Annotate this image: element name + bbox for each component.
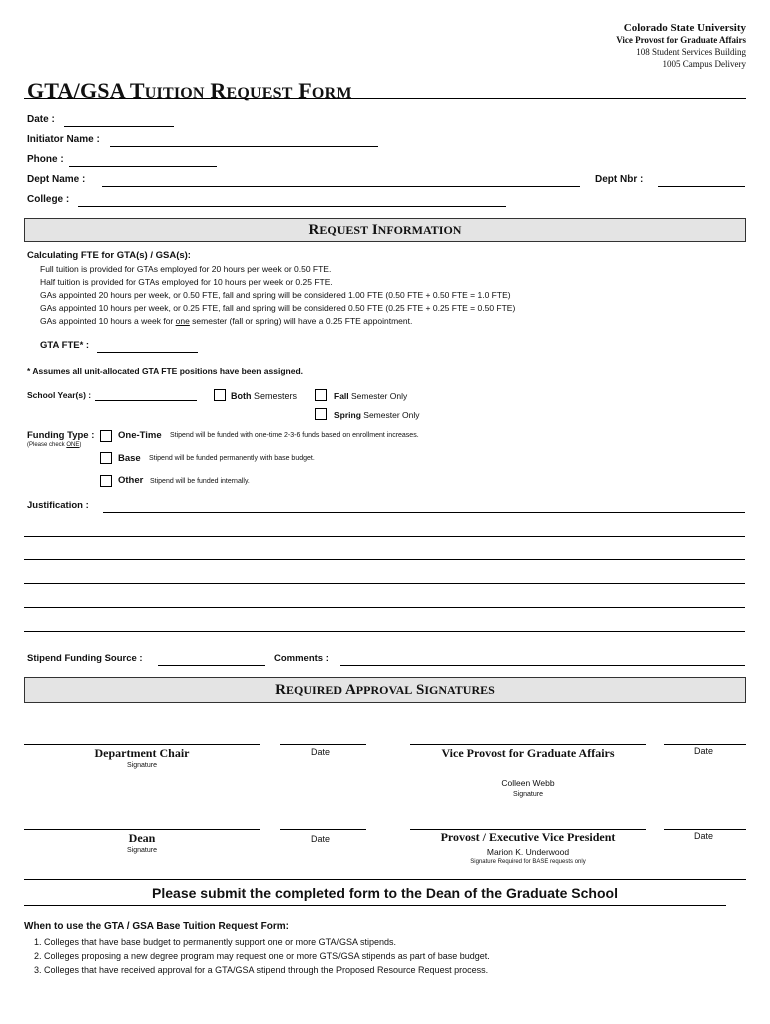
justification-line[interactable] (24, 559, 745, 560)
dept-nbr-label: Dept Nbr : (595, 174, 644, 185)
stipend-source-label: Stipend Funding Source : (27, 653, 143, 664)
when-to-use-item: 1. Colleges that have base budget to permanently support one or more GTA/GSA stipends. (34, 937, 397, 947)
university-name: Colorado State University (623, 22, 746, 34)
fte-rule-line: GAs appointed 10 hours per week, or 0.25 FTE, fall and spring will be considered 0.50 FTE (0.25 FTE + 0.25 FTE = 0.50 FTE) (40, 303, 516, 313)
other-checkbox[interactable] (100, 475, 112, 487)
comments-field[interactable] (340, 665, 745, 666)
justification-line[interactable] (24, 631, 745, 632)
building-address: 108 Student Services Building (636, 47, 746, 57)
vp-name: Colleen Webb (501, 778, 555, 788)
justification-line[interactable] (24, 607, 745, 608)
gta-fte-field[interactable] (97, 352, 198, 353)
spring-semester-label: Spring Semester Only (334, 410, 420, 420)
school-years-field[interactable] (95, 400, 197, 401)
provost-date-label: Date (694, 831, 714, 841)
spring-semester-checkbox[interactable] (315, 408, 327, 420)
base-checkbox[interactable] (100, 452, 112, 464)
dept-chair-signature-line[interactable] (24, 744, 260, 745)
fte-calc-heading: Calculating FTE for GTA(s) / GSA(s): (27, 250, 191, 261)
one-time-label: One-Time (118, 430, 162, 441)
footer-rule (24, 879, 746, 880)
funding-type-label: Funding Type : (27, 430, 95, 441)
college-field[interactable] (78, 206, 506, 207)
fte-rule-line: Full tuition is provided for GTAs employed for 20 hours per week or 0.50 FTE. (40, 264, 332, 274)
base-label: Base (118, 453, 141, 464)
campus-delivery: 1005 Campus Delivery (662, 59, 746, 69)
provost-note: Signature Required for BASE requests only (470, 859, 586, 865)
dept-chair-date-line[interactable] (280, 744, 366, 745)
dept-chair-signature-label: Signature (127, 762, 157, 769)
request-information-band: REQUEST INFORMATION (24, 218, 746, 242)
fte-rule-line: GAs appointed 20 hours per week, or 0.50 FTE, fall and spring will be considered 1.00 FTE (0.50 FTE + 0.50 FTE = 1.0 FTE) (40, 290, 511, 300)
vp-signature-line[interactable] (410, 744, 646, 745)
dept-nbr-field[interactable] (658, 186, 745, 187)
when-to-use-heading: When to use the GTA / GSA Base Tuition Request Form: (24, 921, 290, 932)
fall-semester-checkbox[interactable] (315, 389, 327, 401)
date-label: Date : (27, 114, 55, 125)
justification-label: Justification : (27, 500, 89, 511)
other-label: Other (118, 475, 144, 486)
vp-signature-label: Signature (513, 791, 543, 798)
one-time-desc: Stipend will be funded with one-time 2-3-6 funds based on enrollment increases. (170, 432, 419, 439)
dean-date-line[interactable] (280, 829, 366, 830)
provost-title: Provost / Executive Vice President (440, 830, 616, 844)
title-rule (24, 98, 746, 99)
provost-date-line[interactable] (664, 829, 746, 830)
phone-label: Phone : (27, 154, 64, 165)
initiator-field[interactable] (110, 146, 378, 147)
dean-signature-label: Signature (127, 847, 157, 854)
college-label: College : (27, 194, 70, 205)
funding-type-note: (Please check ONE) (27, 442, 82, 448)
gta-fte-label: GTA FTE* : (40, 340, 90, 351)
school-years-label: School Year(s) : (27, 390, 92, 400)
phone-field[interactable] (69, 166, 217, 167)
submit-instruction: Please submit the completed form to the Dean of the Graduate School (152, 885, 618, 901)
stipend-source-field[interactable] (158, 665, 265, 666)
provost-name: Marion K. Underwood (486, 847, 570, 857)
vp-date-line[interactable] (664, 744, 746, 745)
base-desc: Stipend will be funded permanently with base budget. (149, 455, 315, 462)
university-header (616, 22, 746, 70)
comments-label: Comments : (274, 653, 329, 664)
assumption-note: * Assumes all unit-allocated GTA FTE positions have been assigned. (27, 366, 303, 376)
when-to-use-item: 3. Colleges that have received approval for a GTA/GSA stipend through the Proposed Resource Request process. (34, 965, 489, 975)
one-time-checkbox[interactable] (100, 430, 112, 442)
dean-title: Dean (128, 831, 156, 845)
vp-title: Vice Provost for Graduate Affairs (441, 746, 615, 760)
dean-signature-line[interactable] (24, 829, 260, 830)
fte-rule-line: GAs appointed 10 hours a week for one semester (fall or spring) will have a 0.25 FTE appointment. (40, 316, 413, 326)
dept-name-label: Dept Name : (27, 174, 86, 185)
justification-line[interactable] (103, 512, 745, 513)
date-field[interactable] (64, 126, 174, 127)
other-desc: Stipend will be funded internally. (150, 478, 250, 485)
fall-semester-label: Fall Semester Only (334, 391, 408, 401)
justification-line[interactable] (24, 583, 745, 584)
initiator-label: Initiator Name : (27, 134, 100, 145)
required-approval-band: REQUIRED APPROVAL SIGNATURES (24, 677, 746, 703)
dean-date-label: Date (311, 834, 331, 844)
office-name: Vice Provost for Graduate Affairs (616, 35, 746, 45)
form-title: GTA/GSA TUITION REQUEST FORM (27, 78, 352, 103)
footer-rule (24, 905, 726, 906)
dept-chair-title: Department Chair (94, 746, 190, 760)
when-to-use-item: 2. Colleges proposing a new degree program may request one or more GTS/GSA stipends as part of base budget. (34, 951, 490, 961)
both-semesters-label: Both Semesters (231, 391, 298, 401)
justification-line[interactable] (24, 536, 745, 537)
both-semesters-checkbox[interactable] (214, 389, 226, 401)
vp-date-label: Date (694, 746, 714, 756)
fte-rule-line: Half tuition is provided for GTAs employed for 10 hours per week or 0.25 FTE. (40, 277, 333, 287)
dept-name-field[interactable] (102, 186, 580, 187)
dept-chair-date-label: Date (311, 747, 331, 757)
